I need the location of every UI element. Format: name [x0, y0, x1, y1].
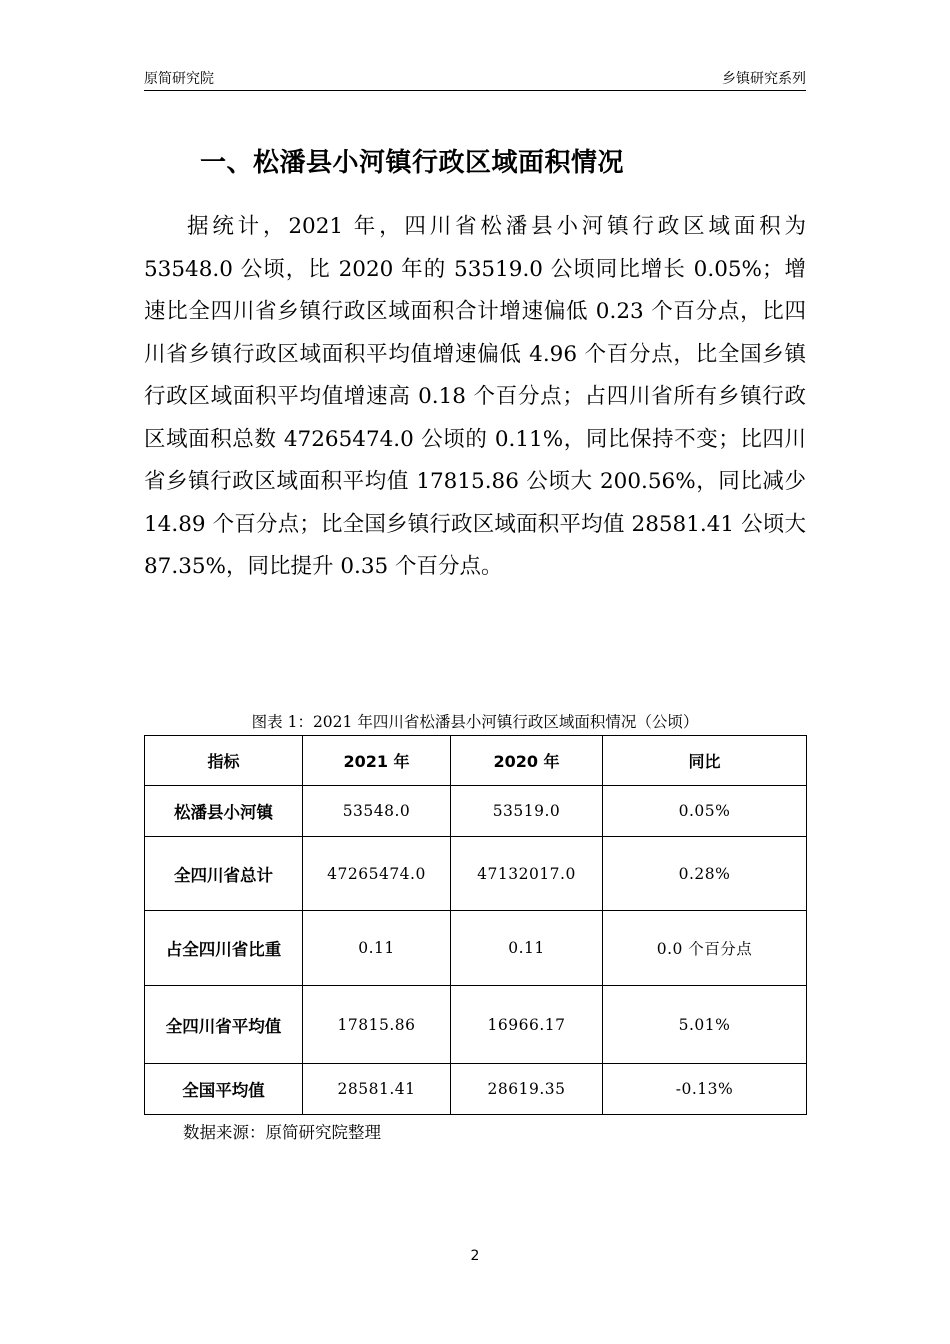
cell-2021: 47265474.0 [303, 837, 451, 911]
section-title: 一、松潘县小河镇行政区域面积情况 [200, 148, 625, 178]
header-2020: 2020 年 [451, 736, 603, 786]
cell-yoy: 0.0 个百分点 [603, 911, 807, 986]
header-series: 乡镇研究系列 [722, 71, 806, 87]
body-paragraph: 据统计，2021 年，四川省松潘县小河镇行政区域面积为 53548.0 公顷，比 2020 年的 53519.0 公顷同比增长 0.05%；增速比全四川省乡镇行政区域面积合计增速偏低 0.23 个百分点，比四川省乡镇行政区域面积平均值增速偏低 4.96 个百分点，比全国乡镇行政区域面积平均值增速高 0.18 个百分点；占四川省所有乡镇行政区域面积总数 47265474.0 公顷的 0.11%，同比保持不变；比四川省乡镇行政区域面积平均值 17815.86 公顷大 200.56%，同比减少 14.89 个百分点；比全国乡镇行政区域面积平均值 28581.41 公顷大 87.35%，同比提升 0.35 个百分点。 [144, 214, 806, 579]
cell-2021: 17815.86 [303, 986, 451, 1064]
cell-2020: 0.11 [451, 911, 603, 986]
cell-2020: 16966.17 [451, 986, 603, 1064]
table-row [145, 1064, 807, 1115]
row-label: 全国平均值 [145, 1064, 303, 1115]
header-indicator: 指标 [145, 736, 303, 786]
cell-2020: 47132017.0 [451, 837, 603, 911]
cell-yoy: 0.05% [603, 786, 807, 837]
cell-yoy: 0.28% [603, 837, 807, 911]
source-note: 数据来源：原简研究院整理 [183, 1123, 381, 1142]
header-yoy: 同比 [603, 736, 807, 786]
cell-yoy: 5.01% [603, 986, 807, 1064]
cell-yoy: -0.13% [603, 1064, 807, 1115]
cell-2021: 53548.0 [303, 786, 451, 837]
table-row [145, 837, 807, 911]
cell-2020: 28619.35 [451, 1064, 603, 1115]
table-row [145, 911, 807, 986]
cell-2021: 28581.41 [303, 1064, 451, 1115]
table-caption: 图表 1：2021 年四川省松潘县小河镇行政区域面积情况（公顷） [251, 713, 699, 731]
row-label: 占全四川省比重 [145, 911, 303, 986]
area-table [144, 735, 807, 1115]
table-header-row [145, 736, 807, 786]
cell-2021: 0.11 [303, 911, 451, 986]
row-label: 全四川省平均值 [145, 986, 303, 1064]
header-2021: 2021 年 [303, 736, 451, 786]
running-header [144, 66, 806, 91]
row-label: 松潘县小河镇 [145, 786, 303, 837]
table-row [145, 986, 807, 1064]
table-row [145, 786, 807, 837]
row-label: 全四川省总计 [145, 837, 303, 911]
page-number: 2 [470, 1248, 480, 1264]
cell-2020: 53519.0 [451, 786, 603, 837]
header-publisher: 原简研究院 [144, 71, 214, 87]
